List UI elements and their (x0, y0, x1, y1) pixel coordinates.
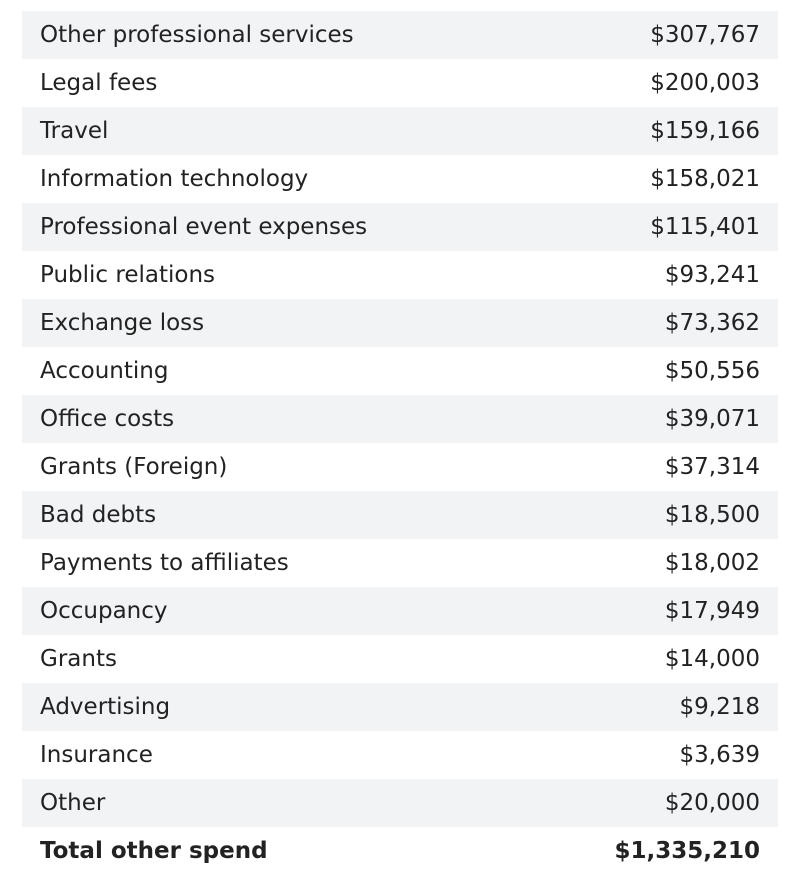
table-row (22, 11, 778, 59)
row-amount: $93,241 (664, 262, 760, 288)
row-label: Bad debts (40, 502, 157, 528)
row-amount: $20,000 (664, 790, 760, 816)
row-label: Grants (Foreign) (40, 454, 228, 480)
table-row (22, 299, 778, 347)
row-amount: $37,314 (664, 454, 760, 480)
row-label: Information technology (40, 166, 309, 192)
table-row (22, 155, 778, 203)
table-row (22, 731, 778, 779)
row-amount: $200,003 (650, 70, 760, 96)
table-row (22, 587, 778, 635)
row-amount: $158,021 (650, 166, 760, 192)
total-amount: $1,335,210 (614, 838, 760, 864)
row-label: Grants (40, 646, 117, 672)
row-amount: $17,949 (664, 598, 760, 624)
table-row (22, 539, 778, 587)
row-amount: $9,218 (679, 694, 760, 720)
row-label: Other professional services (40, 22, 354, 48)
total-label: Total other spend (40, 838, 268, 864)
row-label: Professional event expenses (40, 214, 368, 240)
table-row (22, 683, 778, 731)
table-row (22, 347, 778, 395)
table-row (22, 443, 778, 491)
table-row (22, 395, 778, 443)
table-row (22, 107, 778, 155)
row-label: Office costs (40, 406, 175, 432)
row-amount: $18,002 (664, 550, 760, 576)
row-amount: $50,556 (664, 358, 760, 384)
spend-table (22, 11, 778, 875)
row-label: Public relations (40, 262, 216, 288)
table-row (22, 779, 778, 827)
table-row (22, 635, 778, 683)
row-label: Insurance (40, 742, 153, 768)
row-label: Advertising (40, 694, 171, 720)
row-label: Accounting (40, 358, 169, 384)
row-label: Other (40, 790, 106, 816)
row-label: Exchange loss (40, 310, 205, 336)
row-label: Legal fees (40, 70, 158, 96)
row-amount: $3,639 (679, 742, 760, 768)
table-row (22, 203, 778, 251)
row-amount: $14,000 (664, 646, 760, 672)
row-label: Payments to affiliates (40, 550, 289, 576)
row-amount: $73,362 (664, 310, 760, 336)
row-amount: $307,767 (650, 22, 760, 48)
total-row (22, 827, 778, 875)
row-label: Occupancy (40, 598, 168, 624)
table-row (22, 491, 778, 539)
row-amount: $39,071 (664, 406, 760, 432)
table-row (22, 59, 778, 107)
row-amount: $115,401 (650, 214, 760, 240)
row-amount: $159,166 (650, 118, 760, 144)
row-amount: $18,500 (664, 502, 760, 528)
table-row (22, 251, 778, 299)
row-label: Travel (40, 118, 109, 144)
